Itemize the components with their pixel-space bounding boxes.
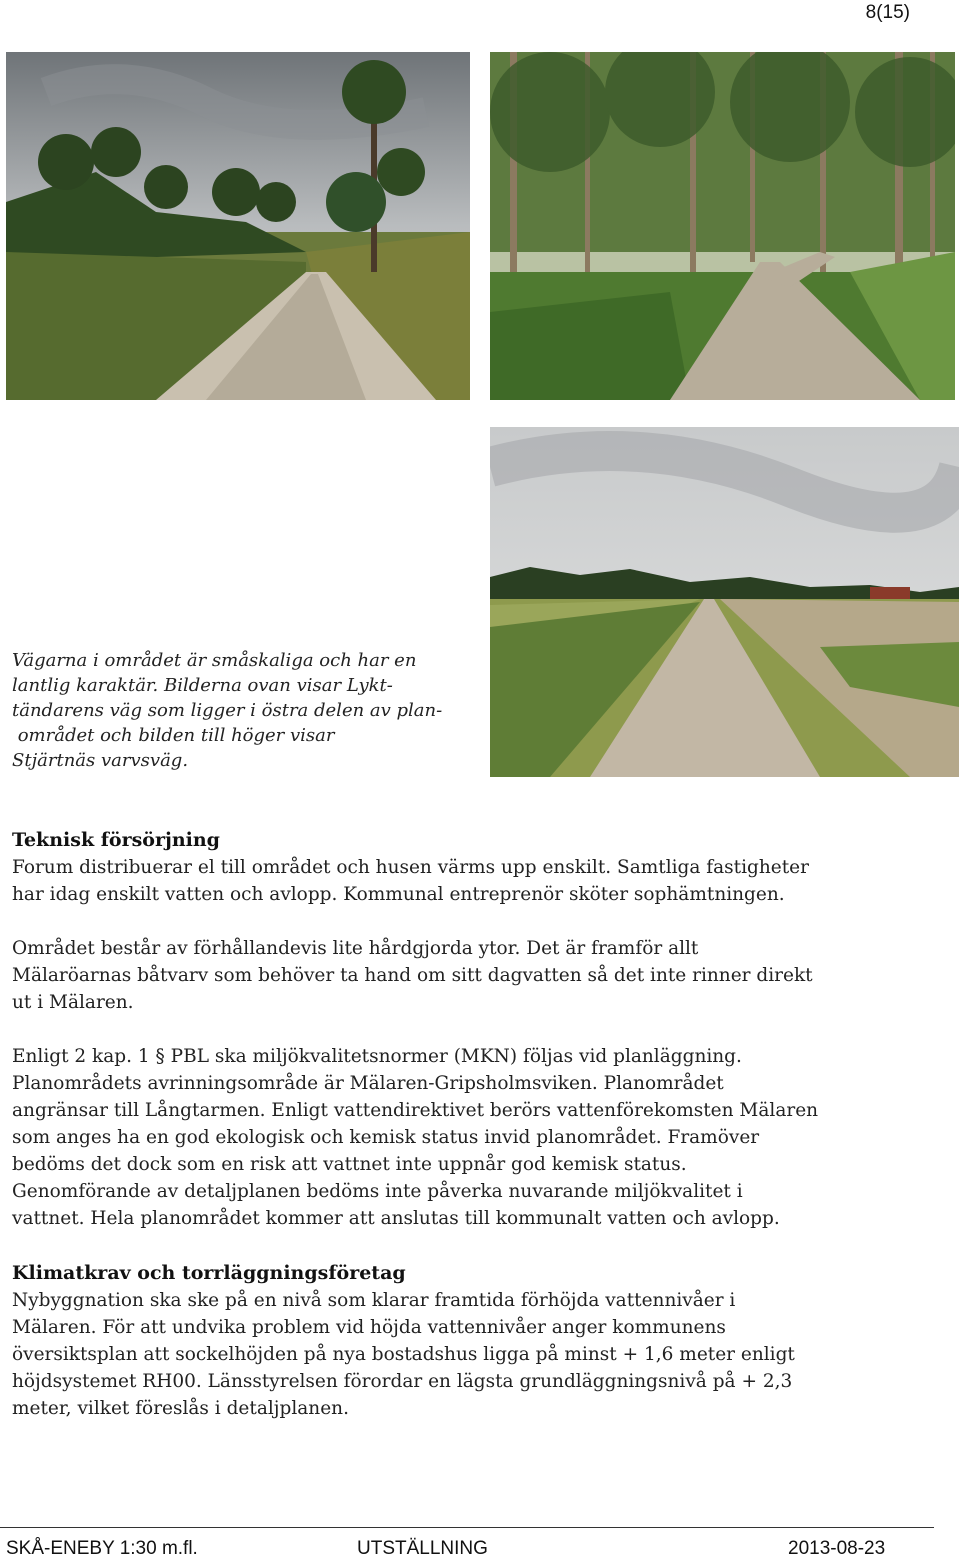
paragraph-line: höjdsystemet RH00. Länsstyrelsen förordar en lägsta grundläggningsnivå på + 2,3 <box>12 1371 793 1392</box>
section-technical-supply <box>12 827 932 908</box>
paragraph-line: meter, vilket föreslås i detaljplanen. <box>12 1398 349 1419</box>
paragraph-line: översiktsplan att sockelhöjden på nya bostadshus ligga på minst + 1,6 meter enligt <box>12 1344 795 1365</box>
photo-caption <box>12 648 482 773</box>
caption-line: tändarens väg som ligger i östra delen av plan- <box>12 700 443 721</box>
paragraph-line: ut i Mälaren. <box>12 992 134 1013</box>
footer-date: 2013-08-23 <box>788 1538 886 1559</box>
page-footer <box>0 1538 960 1562</box>
paragraph-line: som anges ha en god ekologisk och kemisk status invid planområdet. Framöver <box>12 1127 760 1148</box>
footer-divider <box>0 1527 934 1528</box>
paragraph-line: Mälaren. För att undvika problem vid höjda vattennivåer anger kommunens <box>12 1317 726 1338</box>
road-photo-1 <box>6 52 470 400</box>
paragraph-line: Området består av förhållandevis lite hårdgjorda ytor. Det är framför allt <box>12 938 699 959</box>
caption-line: området och bilden till höger visar <box>12 725 335 746</box>
paragraph-line: Enligt 2 kap. 1 § PBL ska miljökvalitetsnormer (MKN) följas vid planläggning. <box>12 1046 742 1067</box>
footer-project-name: SKÅ-ENEBY 1:30 m.fl. <box>6 1538 198 1559</box>
paragraph-line: angränsar till Långtarmen. Enligt vattendirektivet berörs vattenförekomsten Mälaren <box>12 1100 819 1121</box>
page-number: 8(15) <box>865 2 910 23</box>
paragraph-line: Mälaröarnas båtvarv som behöver ta hand om sitt dagvatten så det inte rinner direkt <box>12 965 813 986</box>
paragraph-line: Genomförande av detaljplanen bedöms inte påverka nuvarande miljökvalitet i <box>12 1181 743 1202</box>
paragraph-line: vattnet. Hela planområdet kommer att anslutas till kommunalt vatten och avlopp. <box>12 1208 780 1229</box>
paragraph-environmental-norms <box>12 1043 932 1232</box>
forest-road-photo <box>490 52 955 400</box>
paragraph-line: bedöms det dock som en risk att vattnet inte uppnår god kemisk status. <box>12 1154 687 1175</box>
footer-status: UTSTÄLLNING <box>357 1538 488 1559</box>
caption-line: lantlig karaktär. Bilderna ovan visar Lykt- <box>12 675 393 696</box>
paragraph-line: har idag enskilt vatten och avlopp. Kommunal entreprenör sköter sophämtningen. <box>12 884 785 905</box>
paragraph-line: Forum distribuerar el till området och husen värms upp enskilt. Samtliga fastigheter <box>12 857 809 878</box>
section-heading: Teknisk försörjning <box>12 829 220 851</box>
caption-line: Vägarna i området är småskaliga och har en <box>12 650 417 671</box>
section-climate-requirements <box>12 1260 932 1422</box>
caption-line: Stjärtnäs varvsväg. <box>12 750 189 771</box>
paragraph-line: Planområdets avrinningsområde är Mälaren-Gripsholmsviken. Planområdet <box>12 1073 724 1094</box>
section-heading: Klimatkrav och torrläggningsföretag <box>12 1262 406 1284</box>
field-road-photo <box>490 427 959 777</box>
paragraph-stormwater <box>12 935 932 1016</box>
paragraph-line: Nybyggnation ska ske på en nivå som klarar framtida förhöjda vattennivåer i <box>12 1290 736 1311</box>
